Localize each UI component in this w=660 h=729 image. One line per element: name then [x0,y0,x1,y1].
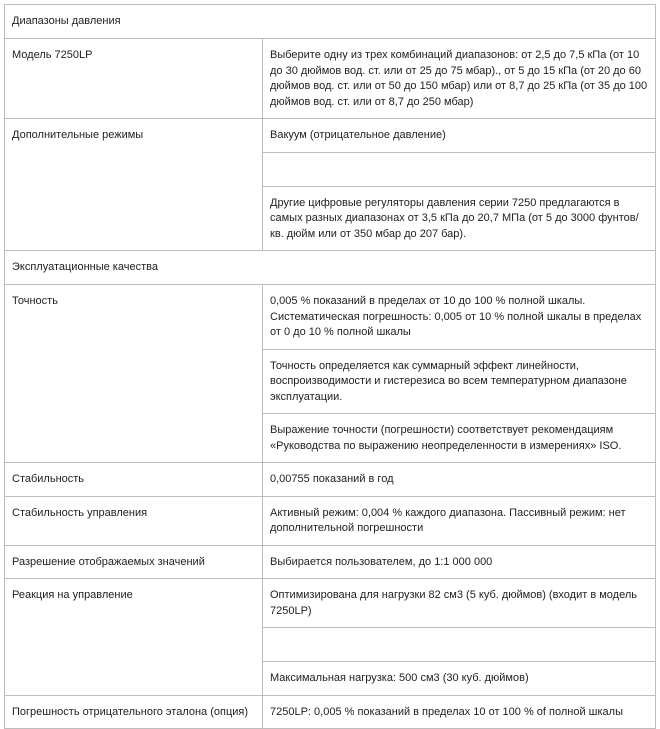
table-row [5,695,656,729]
parameter-label: Погрешность отрицательного эталона (опция) [5,695,263,729]
parameter-value: Выбирается пользователем, до 1:1 000 000 [263,545,656,579]
parameter-value: Вакуум (отрицательное давление) [263,119,656,153]
parameter-value: Выберите одну из трех комбинаций диапазонов: от 2,5 до 7,5 кПа (от 10 до 30 дюймов вод. ст. или от 25 до 75 мбар)., от 5 до 15 кПа (от 20 до 60 дюймов вод. ст. или от 50 до 150 мбар) или от 8,7 до 25 кПа (от 35 до 100 дюймов вод. ст. или от 8,7 до 250 мбар) [263,39,656,119]
parameter-value: 0,005 % показаний в пределах от 10 до 100 % полной шкалы. Систематическая погрешность: 0,005 от 10 % полной шкалы в пределах от 0 до 10 % полной шкалы [263,285,656,350]
section-title: Диапазоны давления [5,5,656,39]
parameter-label: Точность [5,285,263,463]
empty-value-cell [263,152,656,186]
parameter-label: Стабильность управления [5,496,263,545]
parameter-value: Другие цифровые регуляторы давления серии 7250 предлагаются в самых разных диапазонах от 3,5 кПа до 20,7 МПа (от 5 до 3000 фунтов/кв. дюйм или от 350 мбар до 207 бар). [263,186,656,251]
table-row [5,463,656,497]
table-row [5,39,656,119]
parameter-value: Максимальная нагрузка: 500 см3 (30 куб. дюймов) [263,662,656,696]
table-row [5,496,656,545]
table-row [5,285,656,350]
parameter-value: 0,00755 показаний в год [263,463,656,497]
parameter-label: Стабильность [5,463,263,497]
parameter-label: Разрешение отображаемых значений [5,545,263,579]
parameter-value: Точность определяется как суммарный эффект линейности, воспроизводимости и гистерезиса во всем температурном диапазоне эксплуатации. [263,349,656,414]
specifications-table [4,4,656,729]
section-header-row [5,5,656,39]
parameter-value: Активный режим: 0,004 % каждого диапазона. Пассивный режим: нет дополнительной погрешности [263,496,656,545]
parameter-value: 7250LP: 0,005 % показаний в пределах 10 от 100 % of полной шкалы [263,695,656,729]
parameter-label: Дополнительные режимы [5,119,263,251]
parameter-label: Реакция на управление [5,579,263,696]
empty-value-cell [263,628,656,662]
table-row [5,119,656,153]
section-header-row [5,251,656,285]
parameter-value: Оптимизирована для нагрузки 82 см3 (5 куб. дюймов) (входит в модель 7250LP) [263,579,656,628]
table-row [5,545,656,579]
section-title: Эксплуатационные качества [5,251,656,285]
parameter-value: Выражение точности (погрешности) соответствует рекомендациям «Руководства по выражению неопределенности в измерениях» ISO. [263,414,656,463]
specifications-table-body [5,5,656,729]
table-row [5,579,656,628]
parameter-label: Модель 7250LP [5,39,263,119]
